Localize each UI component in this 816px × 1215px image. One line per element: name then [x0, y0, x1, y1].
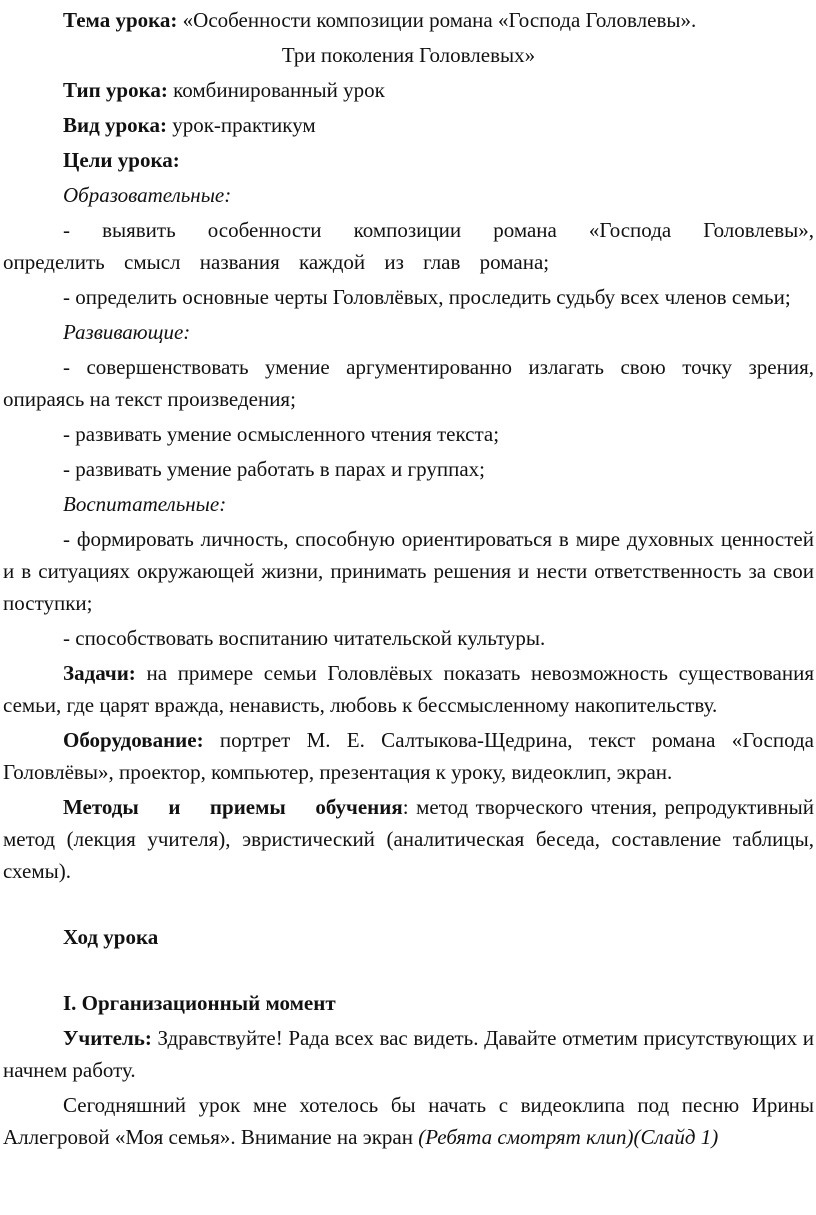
lesson-type-value: комбинированный урок: [167, 78, 385, 102]
developmental-heading: Развивающие:: [63, 320, 191, 344]
stage1-label: I. Организационный момент: [63, 991, 336, 1015]
teacher-greeting: [0, 1022, 816, 1086]
lesson-kind-label: Вид урока:: [63, 113, 167, 137]
educational-item-2: - определить основные черты Головлёвых, проследить судьбу всех членов семьи;: [63, 285, 791, 309]
lesson-flow-label: Ход урока: [63, 925, 159, 949]
upbringing-item-2: - способствовать воспитанию читательской культуры.: [63, 626, 546, 650]
topic-line-1: [0, 4, 816, 36]
upbringing-heading: Воспитательные:: [63, 492, 227, 516]
video-paragraph-text: Сегодняшний урок мне хотелось бы начать с видеоклипа под песню Ирины Аллегровой «Моя семья». Внимание на экран: [3, 1093, 814, 1149]
lesson-type: [0, 74, 816, 106]
topic-text-1: «Особенности композиции романа «Господа Головлевы».: [177, 8, 697, 32]
video-paragraph-italic: (Ребята смотрят клип)(Слайд 1): [418, 1125, 719, 1149]
tasks-label: Задачи:: [63, 661, 136, 685]
lesson-kind-value: урок-практикум: [166, 113, 316, 137]
educational-heading: Образовательные:: [63, 183, 232, 207]
lesson-flow-heading: [0, 921, 816, 953]
equipment-label: Оборудование:: [63, 728, 204, 752]
tasks-text: на примере семьи Головлёвых показать невозможность существования семьи, где царят вражда, ненависть, любовь к бессмысленному накопительству.: [3, 661, 814, 717]
topic-line-2: [0, 39, 816, 71]
tasks: [0, 657, 816, 721]
lesson-kind: [0, 109, 816, 141]
video-paragraph: [0, 1089, 816, 1153]
methods: [0, 791, 816, 887]
developmental-item-1: - совершенствовать умение аргументированно излагать свою точку зрения, опираясь на текст произведения;: [3, 355, 814, 411]
topic-text-2: Три поколения Головлевых»: [281, 43, 536, 67]
topic-label: Тема урока:: [63, 8, 178, 32]
goals-heading: [0, 144, 816, 176]
goals-label: Цели урока:: [63, 148, 180, 172]
stage1-heading: [0, 987, 816, 1019]
educational-item-1: - выявить особенности композиции романа «Господа Головлевы», определить смысл названия каждой из глав романа;: [3, 218, 814, 274]
equipment: [0, 724, 816, 788]
teacher-label: Учитель:: [63, 1026, 152, 1050]
teacher-text: Здравствуйте! Рада всех вас видеть. Давайте отметим присутствующих и начнем работу.: [3, 1026, 814, 1082]
upbringing-item-1: - формировать личность, способную ориентироваться в мире духовных ценностей и в ситуациях окружающей жизни, принимать решения и нести ответственность за свои поступки;: [3, 527, 814, 615]
developmental-item-3: - развивать умение работать в парах и группах;: [63, 457, 486, 481]
methods-label: Методы и приемы обучения: [63, 795, 403, 819]
developmental-item-2: - развивать умение осмысленного чтения текста;: [63, 422, 500, 446]
equipment-text: портрет М. Е. Салтыкова-Щедрина, текст романа «Господа Головлёвы», проектор, компьютер, презентация к уроку, видеоклип, экран.: [3, 728, 814, 784]
methods-text: : метод творческого чтения, репродуктивный метод (лекция учителя), эвристический (аналитическая беседа, составление таблицы, схемы).: [3, 795, 814, 883]
lesson-type-label: Тип урока:: [63, 78, 168, 102]
